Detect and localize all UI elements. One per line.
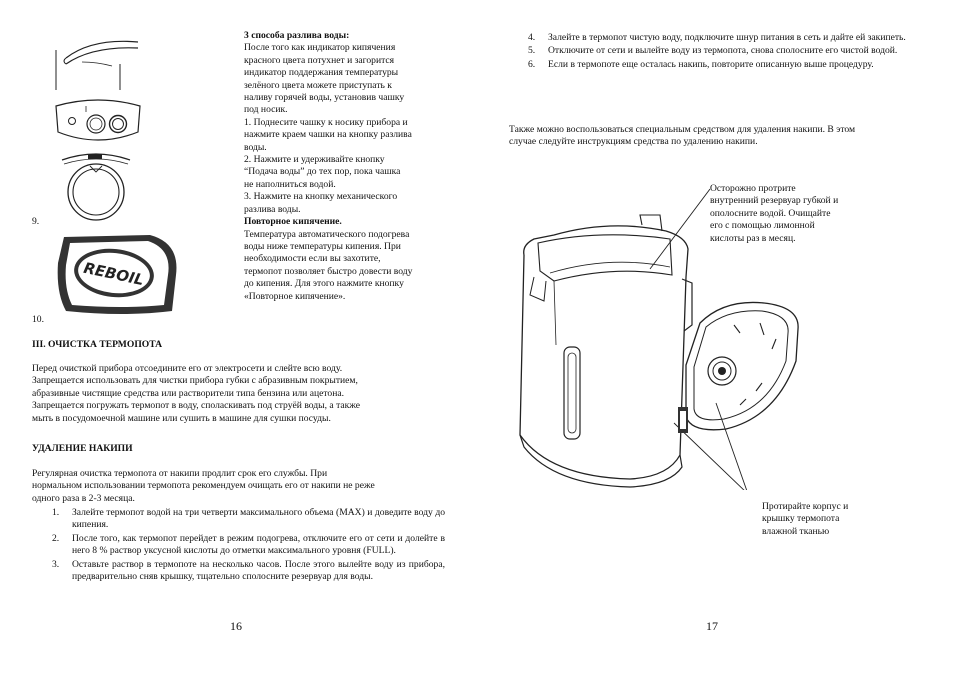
cleaning-line: мыть в посудомоечной машине или сушить в машине для сушки посуды.	[32, 412, 331, 424]
pour-line: 1. Поднесите чашку к носику прибора и	[244, 116, 408, 128]
reboil-line: термопот позволяет быстро довести воду	[244, 265, 413, 277]
callout-line: крышку термопота	[762, 513, 840, 525]
page-number-left: 16	[230, 619, 242, 633]
descale-intro	[32, 468, 452, 505]
step-text: Залейте в термопот чистую воду, подключите шнур питания в сеть и дайте ей закипеть.	[548, 32, 906, 43]
pour-line: зелёного цвета можете приступать к	[244, 79, 392, 91]
descale-intro-line: одного раза в 2-3 месяца.	[32, 492, 135, 504]
step-text: Залейте термопот водой на три четверти максимального объема (MAX) и доведите воду до кипения.	[72, 507, 445, 531]
cleaning-line: Перед очисткой прибора отсоедините его от электросети и слейте всю воду.	[32, 363, 343, 374]
figure-lid-top	[52, 20, 142, 92]
pour-line: 3. Нажмите на кнопку механического	[244, 191, 398, 203]
pour-line: 2. Нажмите и удерживайте кнопку	[244, 154, 385, 166]
descale-step	[52, 559, 445, 584]
cleaning-line: Запрещается использовать для чистки прибора губки с абразивным покрытием,	[32, 375, 358, 387]
descale-step	[528, 45, 922, 57]
step-text: Отключите от сети и вылейте воду из термопота, снова сполосните его чистой водой.	[548, 45, 898, 57]
callout-line: его с помощью лимонной	[710, 220, 815, 232]
step-number: 1.	[52, 507, 60, 518]
callout-line: внутренний резервуар губкой и	[710, 195, 839, 207]
reboil-line: Температура автоматического подогрева	[244, 228, 410, 240]
descale-intro-line: Регулярная очистка термопота от накипи продлит срок его службы. При	[32, 468, 328, 479]
pour-line: нажмите краем чашки на кнопку разлива	[244, 129, 412, 141]
descale-heading: УДАЛЕНИЕ НАКИПИ	[32, 443, 133, 454]
pour-line: “Подача воды” до тех пор, пока чашка	[244, 166, 401, 178]
reboil-label: REBOIL	[82, 258, 146, 290]
figure-10-label: 10.	[32, 314, 44, 325]
pour-heading: 3 способа разлива воды:	[244, 30, 350, 41]
pour-line: красного цвета потухнет и загорится	[244, 54, 395, 66]
step-number: 2.	[52, 532, 60, 544]
figure-9-dial	[60, 150, 132, 224]
reboil-line: воды ниже температуры кипения. При	[244, 240, 401, 252]
reboil-heading: Повторное кипячение.	[244, 216, 342, 228]
callout-inner-reservoir	[710, 183, 880, 245]
pour-line: разлива воды.	[244, 203, 301, 215]
descaler-note	[509, 124, 929, 149]
descale-steps-right	[528, 32, 922, 71]
reboil-line: необходимости если вы захотите,	[244, 253, 381, 265]
pour-line: воды.	[244, 141, 267, 153]
callout-line: влажной тканью	[762, 525, 830, 537]
figure-9-label: 9.	[32, 216, 40, 227]
reboil-line: до кипения. Для этого нажмите кнопку	[244, 278, 404, 290]
pour-line: наливу горячей воды, установив чашку	[244, 92, 405, 104]
step-text: Если в термопоте еще осталась накипь, повторите описанную выше процедуру.	[548, 58, 874, 70]
pour-line: После того как индикатор кипячения	[244, 42, 396, 54]
pour-line: под носик.	[244, 104, 288, 116]
reboil-line: «Повторное кипячение».	[244, 290, 346, 302]
descale-step	[528, 32, 922, 44]
step-number: 3.	[52, 558, 60, 570]
callout-line: Протирайте корпус и	[762, 501, 849, 512]
callout-line: ополосните водой. Очищайте	[710, 207, 831, 219]
descale-step	[52, 507, 445, 532]
descale-intro-line: нормальном использовании термопота рекомендуем очищать его от накипи не реже	[32, 480, 375, 492]
page-number-right: 17	[706, 619, 718, 633]
step-number: 6.	[528, 58, 536, 70]
descale-steps-left	[52, 507, 445, 583]
step-text: После того, как термопот перейдет в режим подогрева, отключите его от сети и долейте в него 8 % раствор уксусной кислоты до отметки максимального уровня (FULL).	[72, 532, 445, 557]
figure-control-buttons	[52, 96, 144, 146]
cleaning-line: Запрещается погружать термопот в воду, споласкивать под струёй воды, а также	[32, 400, 361, 412]
cleaning-line: абразивные чистящие средства или растворители типа бензина или ацетона.	[32, 387, 344, 399]
callout-body-wipe	[762, 501, 912, 538]
section-heading-cleaning: III. ОЧИСТКА ТЕРМОПОТА	[32, 339, 163, 350]
step-number: 4.	[528, 32, 536, 43]
step-text: Оставьте раствор в термопоте на несколько часов. После этого вылейте воду из прибора, предварительно сняв крышку, тщательно сполосните резервуар для воды.	[72, 558, 445, 583]
figure-10-reboil-button	[54, 233, 182, 317]
cleaning-paragraph	[32, 363, 452, 425]
pour-section	[244, 30, 454, 303]
pour-line: индикатор поддержания температуры	[244, 67, 399, 79]
note-line: Также можно воспользоваться специальным средством для удаления накипи. В этом	[509, 124, 856, 135]
note-line: случае следуйте инструкциям средства по удалению накипи.	[509, 136, 758, 148]
step-number: 5.	[528, 45, 536, 57]
callout-line: кислоты раз в месяц.	[710, 232, 796, 244]
pour-line: не наполниться водой.	[244, 178, 336, 190]
descale-step	[528, 59, 922, 71]
callout-line: Осторожно протрите	[710, 183, 796, 194]
descale-step	[52, 533, 445, 558]
